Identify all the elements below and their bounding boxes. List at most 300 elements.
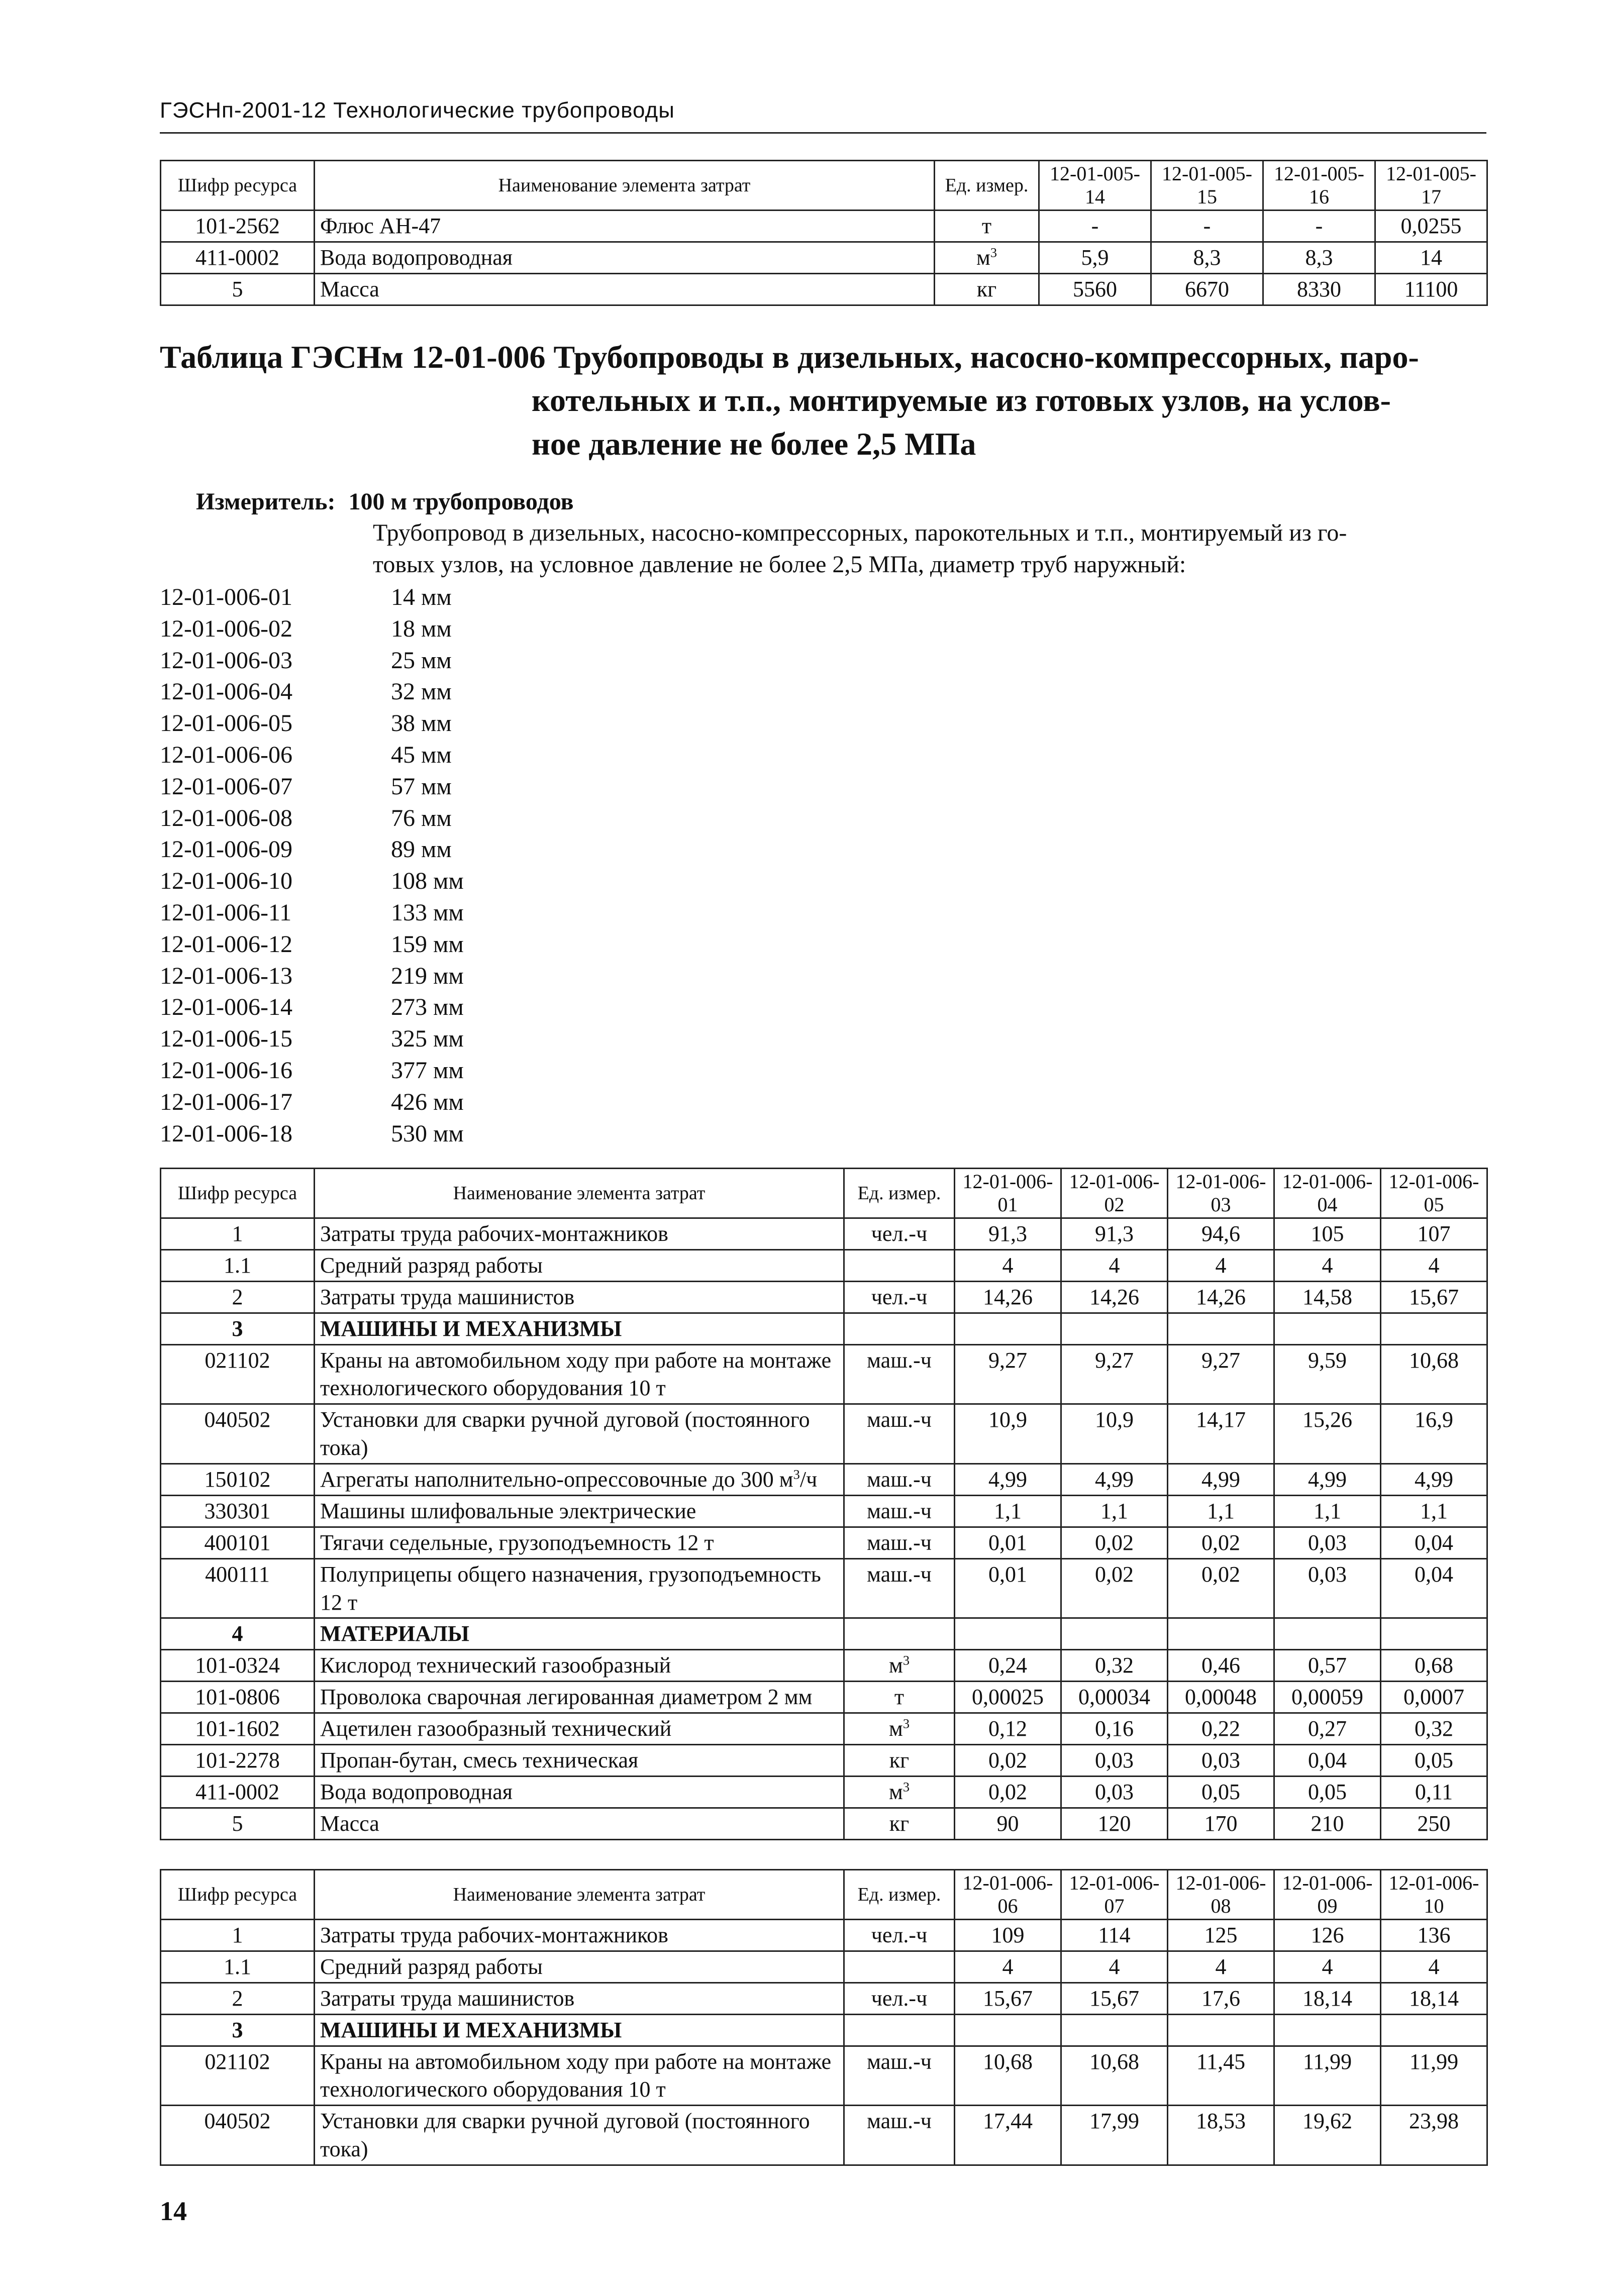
resource-value: 10,68: [1381, 1344, 1487, 1404]
variant-code: 12-01-006-18: [160, 1120, 292, 1147]
resource-value: [1061, 1618, 1168, 1650]
variant-item: [160, 645, 763, 677]
table-row: [161, 1464, 1487, 1496]
resource-unit: маш.-ч: [844, 2046, 955, 2106]
resource-value: 94,6: [1168, 1218, 1274, 1250]
resource-code: 021102: [161, 2046, 315, 2106]
resource-value: 0,03: [1274, 1527, 1381, 1558]
table-row: [161, 1920, 1487, 1951]
variant-size: 159 мм: [391, 930, 464, 958]
resource-name: Затраты труда рабочих-монтажников: [315, 1920, 844, 1951]
resource-value: 1,1: [1168, 1495, 1274, 1527]
resource-value: 0,32: [1381, 1713, 1487, 1745]
resource-code: 3: [161, 2014, 315, 2046]
resource-name: Затраты труда машинистов: [315, 1281, 844, 1313]
table-row: [161, 1650, 1487, 1682]
resource-value: -: [1263, 211, 1375, 242]
resource-unit: чел.-ч: [844, 1920, 955, 1951]
col-header-variant: 12-01-006-01: [955, 1169, 1061, 1218]
resource-unit: т: [844, 1682, 955, 1713]
resource-value: 5560: [1039, 273, 1151, 305]
table2-header-row: [161, 1870, 1487, 1920]
page-number: 14: [160, 2196, 187, 2226]
resource-code: 5: [161, 1808, 315, 1839]
resource-unit: $м^3$: [844, 1713, 955, 1745]
resource-value: 9,59: [1274, 1344, 1381, 1404]
table-row: [161, 242, 1487, 273]
resource-value: 0,03: [1274, 1558, 1381, 1618]
resource-value: 4: [1168, 1249, 1274, 1281]
resource-value: 18,14: [1381, 1982, 1487, 2014]
resource-value: 4,99: [955, 1464, 1061, 1496]
resource-value: 14,17: [1168, 1404, 1274, 1464]
variant-code: 12-01-006-09: [160, 836, 292, 863]
resource-name: Флюс АН-47: [315, 211, 935, 242]
variant-code: 12-01-006-13: [160, 962, 292, 989]
resource-value: 0,00034: [1061, 1682, 1168, 1713]
variant-size: 377 мм: [391, 1057, 464, 1084]
col-header-variant: 12-01-005-17: [1375, 161, 1487, 211]
resource-value: 0,05: [1274, 1776, 1381, 1808]
resource-value: 0,57: [1274, 1650, 1381, 1682]
resource-value: 16,9: [1381, 1404, 1487, 1464]
resource-name: Агрегаты наполнительно-опрессовочные до 300 $м^3/ч$: [315, 1464, 844, 1496]
variant-item: [160, 866, 763, 897]
resource-value: [955, 1618, 1061, 1650]
variant-code: 12-01-006-10: [160, 868, 292, 895]
resource-name: Тягачи седельные, грузоподъемность 12 т: [315, 1527, 844, 1558]
variant-code: 12-01-006-15: [160, 1025, 292, 1053]
resource-name: Установки для сварки ручной дуговой (постоянного тока): [315, 1404, 844, 1464]
variant-size: 38 мм: [391, 710, 452, 737]
table-row: [161, 1744, 1487, 1776]
resource-name: Проволока сварочная легированная диаметром 2 мм: [315, 1682, 844, 1713]
resource-code: 150102: [161, 1464, 315, 1496]
resource-unit: маш.-ч: [844, 1464, 955, 1496]
table-row: [161, 1404, 1487, 1464]
resource-value: 9,27: [1061, 1344, 1168, 1404]
resource-value: 0,11: [1381, 1776, 1487, 1808]
resource-value: 0,04: [1274, 1744, 1381, 1776]
resource-name: Масса: [315, 273, 935, 305]
resource-value: 0,04: [1381, 1558, 1487, 1618]
resource-unit: маш.-ч: [844, 1404, 955, 1464]
resource-code: 330301: [161, 1495, 315, 1527]
col-header-variant: 12-01-006-04: [1274, 1169, 1381, 1218]
resource-code: 1.1: [161, 1951, 315, 1982]
resource-value: 4: [955, 1249, 1061, 1281]
resource-value: 0,05: [1381, 1744, 1487, 1776]
resource-value: 0,68: [1381, 1650, 1487, 1682]
resource-value: 17,44: [955, 2106, 1061, 2165]
col-header-variant: 12-01-006-10: [1381, 1870, 1487, 1920]
resource-value: [1381, 2014, 1487, 2046]
resource-value: [1381, 1618, 1487, 1650]
resource-value: 0,00059: [1274, 1682, 1381, 1713]
resource-value: 1,1: [1061, 1495, 1168, 1527]
col-header-variant: 12-01-006-05: [1381, 1169, 1487, 1218]
resource-value: 0,01: [955, 1527, 1061, 1558]
resource-value: 90: [955, 1808, 1061, 1839]
table-row: [161, 2046, 1487, 2106]
resource-value: 0,0255: [1375, 211, 1487, 242]
variant-code: 12-01-006-06: [160, 741, 292, 768]
resource-value: 0,01: [955, 1558, 1061, 1618]
resource-table-2: [160, 1869, 1488, 2166]
resource-value: 0,03: [1061, 1744, 1168, 1776]
resource-value: 1,1: [1274, 1495, 1381, 1527]
section-row: [161, 2014, 1487, 2046]
resource-value: 91,3: [1061, 1218, 1168, 1250]
meter-block: [196, 486, 1492, 580]
resource-name: Ацетилен газообразный технический: [315, 1713, 844, 1745]
variant-code: 12-01-006-11: [160, 899, 292, 926]
section-title-line-1: Таблица ГЭСНм 12-01-006 Трубопроводы в дизельных, насосно-компрессорных, паро-: [160, 339, 1419, 375]
resource-code: 2: [161, 1281, 315, 1313]
variant-item: [160, 1055, 763, 1087]
resource-name: Пропан-бутан, смесь техническая: [315, 1744, 844, 1776]
variant-item: [160, 582, 763, 613]
resource-unit: [844, 1618, 955, 1650]
resource-code: 1: [161, 1920, 315, 1951]
resource-value: [1061, 2014, 1168, 2046]
resource-value: 15,67: [1381, 1281, 1487, 1313]
variant-item: [160, 771, 763, 803]
resource-value: 170: [1168, 1808, 1274, 1839]
resource-code: 400111: [161, 1558, 315, 1618]
variant-code: 12-01-006-02: [160, 615, 292, 642]
variant-size: 32 мм: [391, 678, 452, 705]
resource-unit: кг: [844, 1808, 955, 1839]
resource-value: 17,99: [1061, 2106, 1168, 2165]
variant-size: 426 мм: [391, 1088, 464, 1115]
variant-item: [160, 929, 763, 961]
col-header-name: Наименование элемента затрат: [315, 1169, 844, 1218]
running-header: [160, 98, 1486, 134]
resource-value: 8330: [1263, 273, 1375, 305]
variant-item: [160, 708, 763, 740]
table-row: [161, 1281, 1487, 1313]
variant-code: 12-01-006-17: [160, 1088, 292, 1115]
table-row: [161, 1558, 1487, 1618]
resource-value: 4: [1061, 1951, 1168, 1982]
resource-value: 15,67: [1061, 1982, 1168, 2014]
resource-value: 4: [1381, 1249, 1487, 1281]
table-row: [161, 1495, 1487, 1527]
resource-value: 0,0007: [1381, 1682, 1487, 1713]
resource-unit: $м^3$: [844, 1776, 955, 1808]
resource-value: 5,9: [1039, 242, 1151, 273]
col-header-variant: 12-01-006-09: [1274, 1870, 1381, 1920]
resource-value: 136: [1381, 1920, 1487, 1951]
resource-name: Средний разряд работы: [315, 1249, 844, 1281]
variant-item: [160, 740, 763, 771]
col-header-unit: Ед. измер.: [844, 1169, 955, 1218]
resource-code: 5: [161, 273, 315, 305]
resource-unit: маш.-ч: [844, 1495, 955, 1527]
resource-value: 0,12: [955, 1713, 1061, 1745]
resource-unit: чел.-ч: [844, 1281, 955, 1313]
table-row: [161, 1527, 1487, 1558]
resource-value: 19,62: [1274, 2106, 1381, 2165]
resource-value: 0,27: [1274, 1713, 1381, 1745]
resource-name: Машины шлифовальные электрические: [315, 1495, 844, 1527]
resource-code: 101-0806: [161, 1682, 315, 1713]
resource-unit: $м^3$: [935, 242, 1039, 273]
resource-value: 4,99: [1061, 1464, 1168, 1496]
table-row: [161, 1982, 1487, 2014]
resource-code: 040502: [161, 1404, 315, 1464]
resource-value: 18,14: [1274, 1982, 1381, 2014]
variant-item: [160, 613, 763, 645]
resource-value: 120: [1061, 1808, 1168, 1839]
variant-size: 108 мм: [391, 868, 464, 895]
resource-value: 0,00048: [1168, 1682, 1274, 1713]
resource-value: 6670: [1151, 273, 1263, 305]
variant-code: 12-01-006-08: [160, 804, 292, 831]
resource-unit: маш.-ч: [844, 1558, 955, 1618]
resource-value: -: [1039, 211, 1151, 242]
resource-value: 0,05: [1168, 1776, 1274, 1808]
resource-name: Полуприцепы общего назначения, грузоподъемность 12 т: [315, 1558, 844, 1618]
section-row: [161, 1313, 1487, 1344]
variant-size: 219 мм: [391, 962, 464, 989]
variant-code: 12-01-006-12: [160, 930, 292, 958]
resource-value: 10,68: [1061, 2046, 1168, 2106]
meter-value: 100 м трубопроводов: [348, 488, 574, 515]
resource-value: 0,22: [1168, 1713, 1274, 1745]
description-line-1: Трубопровод в дизельных, насосно-компрессорных, парокотельных и т.п., монтируемый из го-: [373, 519, 1347, 547]
resource-unit: маш.-ч: [844, 1344, 955, 1404]
resource-value: 8,3: [1263, 242, 1375, 273]
col-header-variant: 12-01-005-16: [1263, 161, 1375, 211]
resource-unit: маш.-ч: [844, 1527, 955, 1558]
section-title: [160, 336, 1496, 466]
resource-code: 101-2278: [161, 1744, 315, 1776]
running-title: ГЭСНп-2001-12 Технологические трубопроводы: [160, 98, 675, 123]
resource-value: 4: [1381, 1951, 1487, 1982]
resource-unit: [844, 1249, 955, 1281]
resource-value: 14,26: [955, 1281, 1061, 1313]
variant-size: 89 мм: [391, 836, 452, 863]
resource-code: 021102: [161, 1344, 315, 1404]
resource-value: 107: [1381, 1218, 1487, 1250]
table-row: [161, 2106, 1487, 2165]
resource-value: 0,02: [955, 1776, 1061, 1808]
resource-value: 0,32: [1061, 1650, 1168, 1682]
resource-name: Затраты труда машинистов: [315, 1982, 844, 2014]
resource-name: Затраты труда рабочих-монтажников: [315, 1218, 844, 1250]
resource-unit: маш.-ч: [844, 2106, 955, 2165]
resource-value: [955, 1313, 1061, 1344]
resource-value: 0,46: [1168, 1650, 1274, 1682]
resource-value: 105: [1274, 1218, 1381, 1250]
table-row: [161, 1951, 1487, 1982]
resource-code: 400101: [161, 1527, 315, 1558]
variant-size: 18 мм: [391, 615, 452, 642]
resource-value: 14,26: [1061, 1281, 1168, 1313]
resource-code: 411-0002: [161, 1776, 315, 1808]
resource-value: 10,9: [1061, 1404, 1168, 1464]
description-line-2: товых узлов, на условное давление не более 2,5 МПа, диаметр труб наружный:: [373, 551, 1186, 578]
col-header-unit: Ед. измер.: [935, 161, 1039, 211]
resource-value: 4,99: [1381, 1464, 1487, 1496]
resource-value: 9,27: [1168, 1344, 1274, 1404]
resource-value: [1168, 2014, 1274, 2046]
col-header-variant: 12-01-005-15: [1151, 161, 1263, 211]
variant-item: [160, 1087, 763, 1118]
resource-unit: кг: [844, 1744, 955, 1776]
resource-value: 210: [1274, 1808, 1381, 1839]
resource-value: 0,03: [1168, 1744, 1274, 1776]
resource-code: 3: [161, 1313, 315, 1344]
table-row: [161, 1776, 1487, 1808]
resource-code: 2: [161, 1982, 315, 2014]
resource-value: 9,27: [955, 1344, 1061, 1404]
variant-size: 133 мм: [391, 899, 464, 926]
resource-unit: [844, 1313, 955, 1344]
variant-size: 530 мм: [391, 1120, 464, 1147]
resource-value: 0,04: [1381, 1527, 1487, 1558]
resource-name: МАТЕРИАЛЫ: [315, 1618, 844, 1650]
table-row: [161, 1808, 1487, 1839]
variant-size: 57 мм: [391, 773, 452, 800]
resource-value: 114: [1061, 1920, 1168, 1951]
resource-code: 101-2562: [161, 211, 315, 242]
col-header-variant: 12-01-005-14: [1039, 161, 1151, 211]
resource-name: Масса: [315, 1808, 844, 1839]
resource-value: 14,58: [1274, 1281, 1381, 1313]
resource-value: 1,1: [955, 1495, 1061, 1527]
resource-value: [1381, 1313, 1487, 1344]
table-row: [161, 1218, 1487, 1250]
resource-unit: кг: [935, 273, 1039, 305]
top-table: [160, 160, 1488, 306]
resource-value: 4: [1168, 1951, 1274, 1982]
col-header-variant: 12-01-006-07: [1061, 1870, 1168, 1920]
resource-name: Краны на автомобильном ходу при работе на монтаже технологического оборудования 10 т: [315, 1344, 844, 1404]
resource-code: 1: [161, 1218, 315, 1250]
resource-value: [1168, 1313, 1274, 1344]
resource-value: 0,16: [1061, 1713, 1168, 1745]
table-row: [161, 1249, 1487, 1281]
resource-unit: [844, 1951, 955, 1982]
resource-value: 0,02: [1168, 1527, 1274, 1558]
col-header-code: Шифр ресурса: [161, 161, 315, 211]
col-header-variant: 12-01-006-03: [1168, 1169, 1274, 1218]
col-header-code: Шифр ресурса: [161, 1870, 315, 1920]
resource-unit: чел.-ч: [844, 1982, 955, 2014]
resource-value: 4,99: [1168, 1464, 1274, 1496]
variant-item: [160, 803, 763, 834]
variant-code: 12-01-006-01: [160, 584, 292, 610]
resource-value: 15,67: [955, 1982, 1061, 2014]
variant-code: 12-01-006-04: [160, 678, 292, 705]
resource-value: 126: [1274, 1920, 1381, 1951]
resource-value: [1274, 2014, 1381, 2046]
col-header-variant: 12-01-006-02: [1061, 1169, 1168, 1218]
resource-unit: [844, 2014, 955, 2046]
resource-value: 0,02: [1061, 1527, 1168, 1558]
resource-unit: $м^3$: [844, 1650, 955, 1682]
resource-value: 14: [1375, 242, 1487, 273]
resource-unit: чел.-ч: [844, 1218, 955, 1250]
top-table-header-row: [161, 161, 1487, 211]
variant-item: [160, 897, 763, 929]
resource-value: 11,99: [1381, 2046, 1487, 2106]
resource-value: -: [1151, 211, 1263, 242]
resource-value: 125: [1168, 1920, 1274, 1951]
col-header-code: Шифр ресурса: [161, 1169, 315, 1218]
resource-value: [1061, 1313, 1168, 1344]
col-header-name: Наименование элемента затрат: [315, 161, 935, 211]
resource-unit: т: [935, 211, 1039, 242]
variant-item: [160, 1023, 763, 1055]
table-row: [161, 1344, 1487, 1404]
resource-value: 109: [955, 1920, 1061, 1951]
col-header-variant: 12-01-006-06: [955, 1870, 1061, 1920]
resource-name: Вода водопроводная: [315, 242, 935, 273]
resource-name: Краны на автомобильном ходу при работе на монтаже технологического оборудования 10 т: [315, 2046, 844, 2106]
resource-code: 040502: [161, 2106, 315, 2165]
variant-item: [160, 992, 763, 1023]
resource-value: 0,02: [955, 1744, 1061, 1776]
variant-size: 14 мм: [391, 584, 452, 610]
variant-item: [160, 676, 763, 708]
resource-value: [1274, 1313, 1381, 1344]
resource-value: 15,26: [1274, 1404, 1381, 1464]
resource-value: 4: [955, 1951, 1061, 1982]
resource-value: 4,99: [1274, 1464, 1381, 1496]
resource-value: 8,3: [1151, 242, 1263, 273]
table-row: [161, 1682, 1487, 1713]
variant-item: [160, 961, 763, 992]
resource-table-1: [160, 1168, 1488, 1840]
variant-size: 76 мм: [391, 804, 452, 831]
variant-item: [160, 1118, 763, 1150]
meter-label: Измеритель:: [196, 488, 336, 515]
section-title-line-3: ное давление не более 2,5 МПа: [532, 426, 976, 462]
variant-size: 45 мм: [391, 741, 452, 768]
col-header-variant: 12-01-006-08: [1168, 1870, 1274, 1920]
variant-code: 12-01-006-16: [160, 1057, 292, 1084]
resource-name: Установки для сварки ручной дуговой (постоянного тока): [315, 2106, 844, 2165]
resource-value: 0,03: [1061, 1776, 1168, 1808]
variant-item: [160, 834, 763, 866]
resource-value: 4: [1274, 1951, 1381, 1982]
section-title-line-2: котельных и т.п., монтируемые из готовых узлов, на услов-: [532, 382, 1391, 419]
resource-value: 18,53: [1168, 2106, 1274, 2165]
variant-size: 273 мм: [391, 994, 464, 1021]
resource-value: 0,02: [1168, 1558, 1274, 1618]
resource-name: Кислород технический газообразный: [315, 1650, 844, 1682]
resource-value: 0,24: [955, 1650, 1061, 1682]
resource-value: 11100: [1375, 273, 1487, 305]
resource-value: 0,02: [1061, 1558, 1168, 1618]
resource-value: [1274, 1618, 1381, 1650]
variant-code: 12-01-006-05: [160, 710, 292, 737]
resource-value: 4: [1061, 1249, 1168, 1281]
table1-header-row: [161, 1169, 1487, 1218]
resource-value: 0,00025: [955, 1682, 1061, 1713]
resource-value: 250: [1381, 1808, 1487, 1839]
resource-value: 10,68: [955, 2046, 1061, 2106]
variant-code: 12-01-006-03: [160, 647, 292, 674]
resource-value: 17,6: [1168, 1982, 1274, 2014]
col-header-unit: Ед. измер.: [844, 1870, 955, 1920]
resource-code: 1.1: [161, 1249, 315, 1281]
resource-value: 23,98: [1381, 2106, 1487, 2165]
